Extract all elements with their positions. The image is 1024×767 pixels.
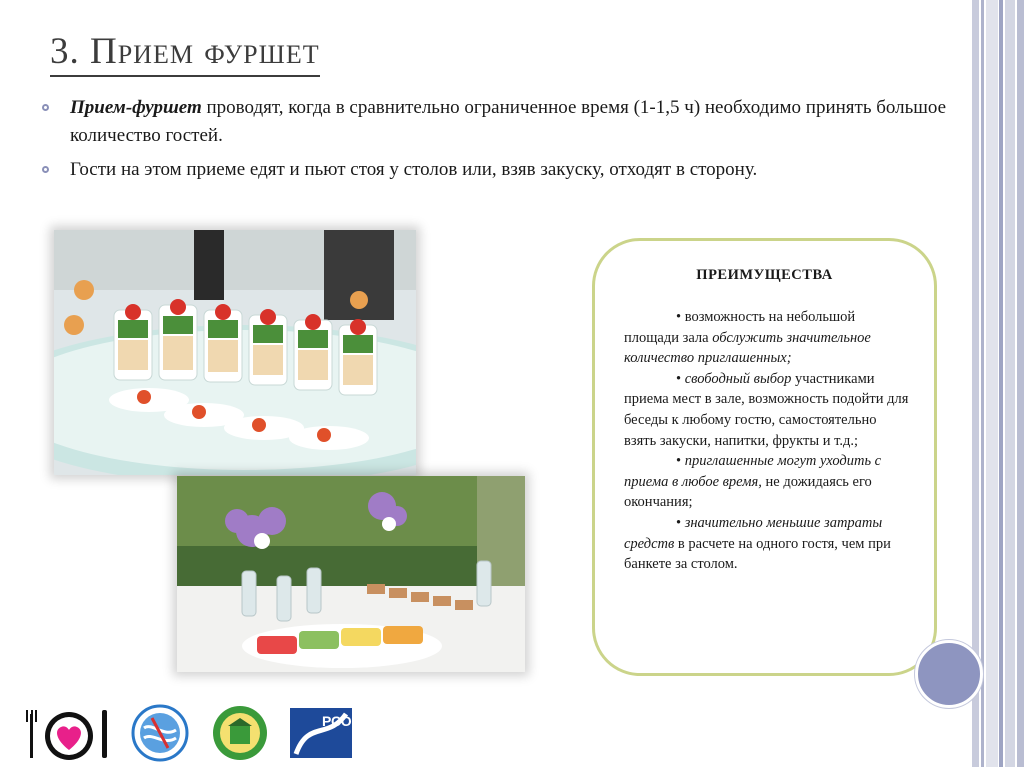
slide-title: 3. Прием фуршет	[50, 30, 320, 77]
advantage-item-2: • свободный выбор участниками приема мест в зале, возможность подойти для беседы к любому гостю, самостоятельно взять закуски, напитки, фрукты и т.д.;	[624, 370, 909, 449]
bullet-text: Гости на этом приеме едят и пьют стоя у столов или, взяв закуску, отходят в сторону.	[70, 159, 758, 180]
decorative-circle	[915, 640, 983, 708]
advantages-title: ПРЕИМУЩЕСТВА	[696, 267, 833, 283]
decorative-stripes	[972, 0, 1024, 767]
advantage-item-3: • приглашенные могут уходить с приема в любое время, не дожидаясь его окончания;	[624, 453, 882, 511]
rso-logo	[288, 700, 354, 762]
bullet-item-2	[40, 156, 960, 184]
rso-logo-text: РСО	[322, 713, 352, 729]
globe-emblem-logo	[130, 704, 190, 762]
bullet-list	[40, 94, 960, 190]
heart-plate-logo	[26, 700, 112, 762]
bullet-item-1	[40, 94, 960, 150]
bullet-icon	[42, 166, 49, 173]
green-emblem-logo	[210, 704, 270, 762]
buffet-photo-appetizers	[54, 230, 416, 475]
advantage-item-1: • возможность на небольшой площади зала обслужить значительное количество приглашенных;	[624, 309, 871, 367]
advantage-item-4: • значительно меньшие затраты средств в расчете на одного гостя, чем при банкете за столом.	[624, 514, 891, 573]
bullet-term: Прием-фуршет	[70, 97, 202, 118]
advantages-box	[592, 238, 937, 676]
advantages-list	[624, 307, 912, 575]
bullet-text: проводят, когда в сравнительно ограниченное время (1-1,5 ч) необходимо принять большое количество гостей.	[70, 97, 947, 146]
bullet-icon	[42, 104, 49, 111]
buffet-photo-outdoor	[177, 476, 525, 672]
